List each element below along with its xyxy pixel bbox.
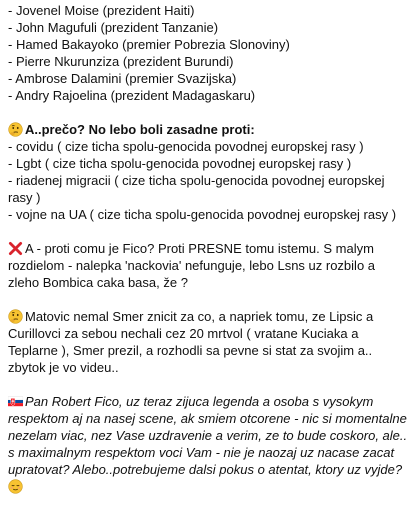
spacer	[8, 223, 409, 240]
against-text: A - proti comu je Fico? Proti PRESNE tomu istemu. S malym rozdielom - nalepka 'nackovia' nefunguje, lebo Lsns uz rozbilo a zleho Bombica caka basa, že ?	[8, 241, 376, 290]
list-item-2: - John Magufuli (prezident Tanzanie)	[8, 20, 219, 35]
why-item-4: - vojne na UA ( cize ticha spolu-genocida povodnej europskej rasy )	[8, 207, 397, 222]
why-heading	[8, 121, 409, 138]
spacer	[8, 376, 409, 393]
against-paragraph	[8, 240, 409, 291]
list-item-5: - Ambrose Dalamini (premier Svazijska)	[8, 71, 237, 86]
list-item-6: - Andry Rajoelina (prezident Madagaskaru)	[8, 88, 256, 103]
slovakia-flag-icon	[8, 394, 23, 409]
why-item-3: - riadenej migracii ( cize ticha spolu-genocida povodnej europskej rasy )	[8, 173, 385, 205]
why-item-1: - covidu ( cize ticha spolu-genocida povodnej europskej rasy )	[8, 139, 364, 154]
spacer	[8, 104, 409, 121]
thinking-face-icon	[8, 309, 23, 324]
matovic-paragraph	[8, 308, 409, 376]
why-heading-text: A..prečo? No lebo boli zasadne proti:	[25, 122, 255, 137]
why-item-2: - Lgbt ( cize ticha spolu-genocida povodnej europskej rasy )	[8, 156, 352, 171]
list-item-4: - Pierre Nkurunziza (prezident Burundi)	[8, 54, 234, 69]
matovic-text: Matovic nemal Smer znicit za co, a napriek tomu, ze Lipsic a Curillovci za sebou nechali cez 20 mrtvol ( vratane Kuciaka a Teplarne ), Smer prezil, a rozhodli sa pevne si stat za svojim a.. zbytok je vo videu..	[8, 309, 374, 375]
relieved-face-icon	[8, 479, 23, 494]
spacer	[8, 291, 409, 308]
red-cross-icon	[8, 241, 23, 256]
fico-paragraph	[8, 393, 409, 495]
thinking-face-icon	[8, 122, 23, 137]
list-item-3: - Hamed Bakayoko (premier Pobrezia Slonoviny)	[8, 37, 290, 52]
list-item-1: - Jovenel Moise (prezident Haiti)	[8, 3, 195, 18]
fico-text: Pan Robert Fico, uz teraz zijuca legenda a osoba s vysokym respektom aj na nasej scene, ak smiem otcorene - nic si momentalne nezelam viac, nez Vase uzdravenie a verim, ze to bude coskoro, ale.. s maximalnym respektom voci Vam - nie je naozaj uz nacase zacat upratovat? Alebo..potrebujeme dalsi pokus o atentat, ktory uz vyjde?	[8, 394, 408, 477]
